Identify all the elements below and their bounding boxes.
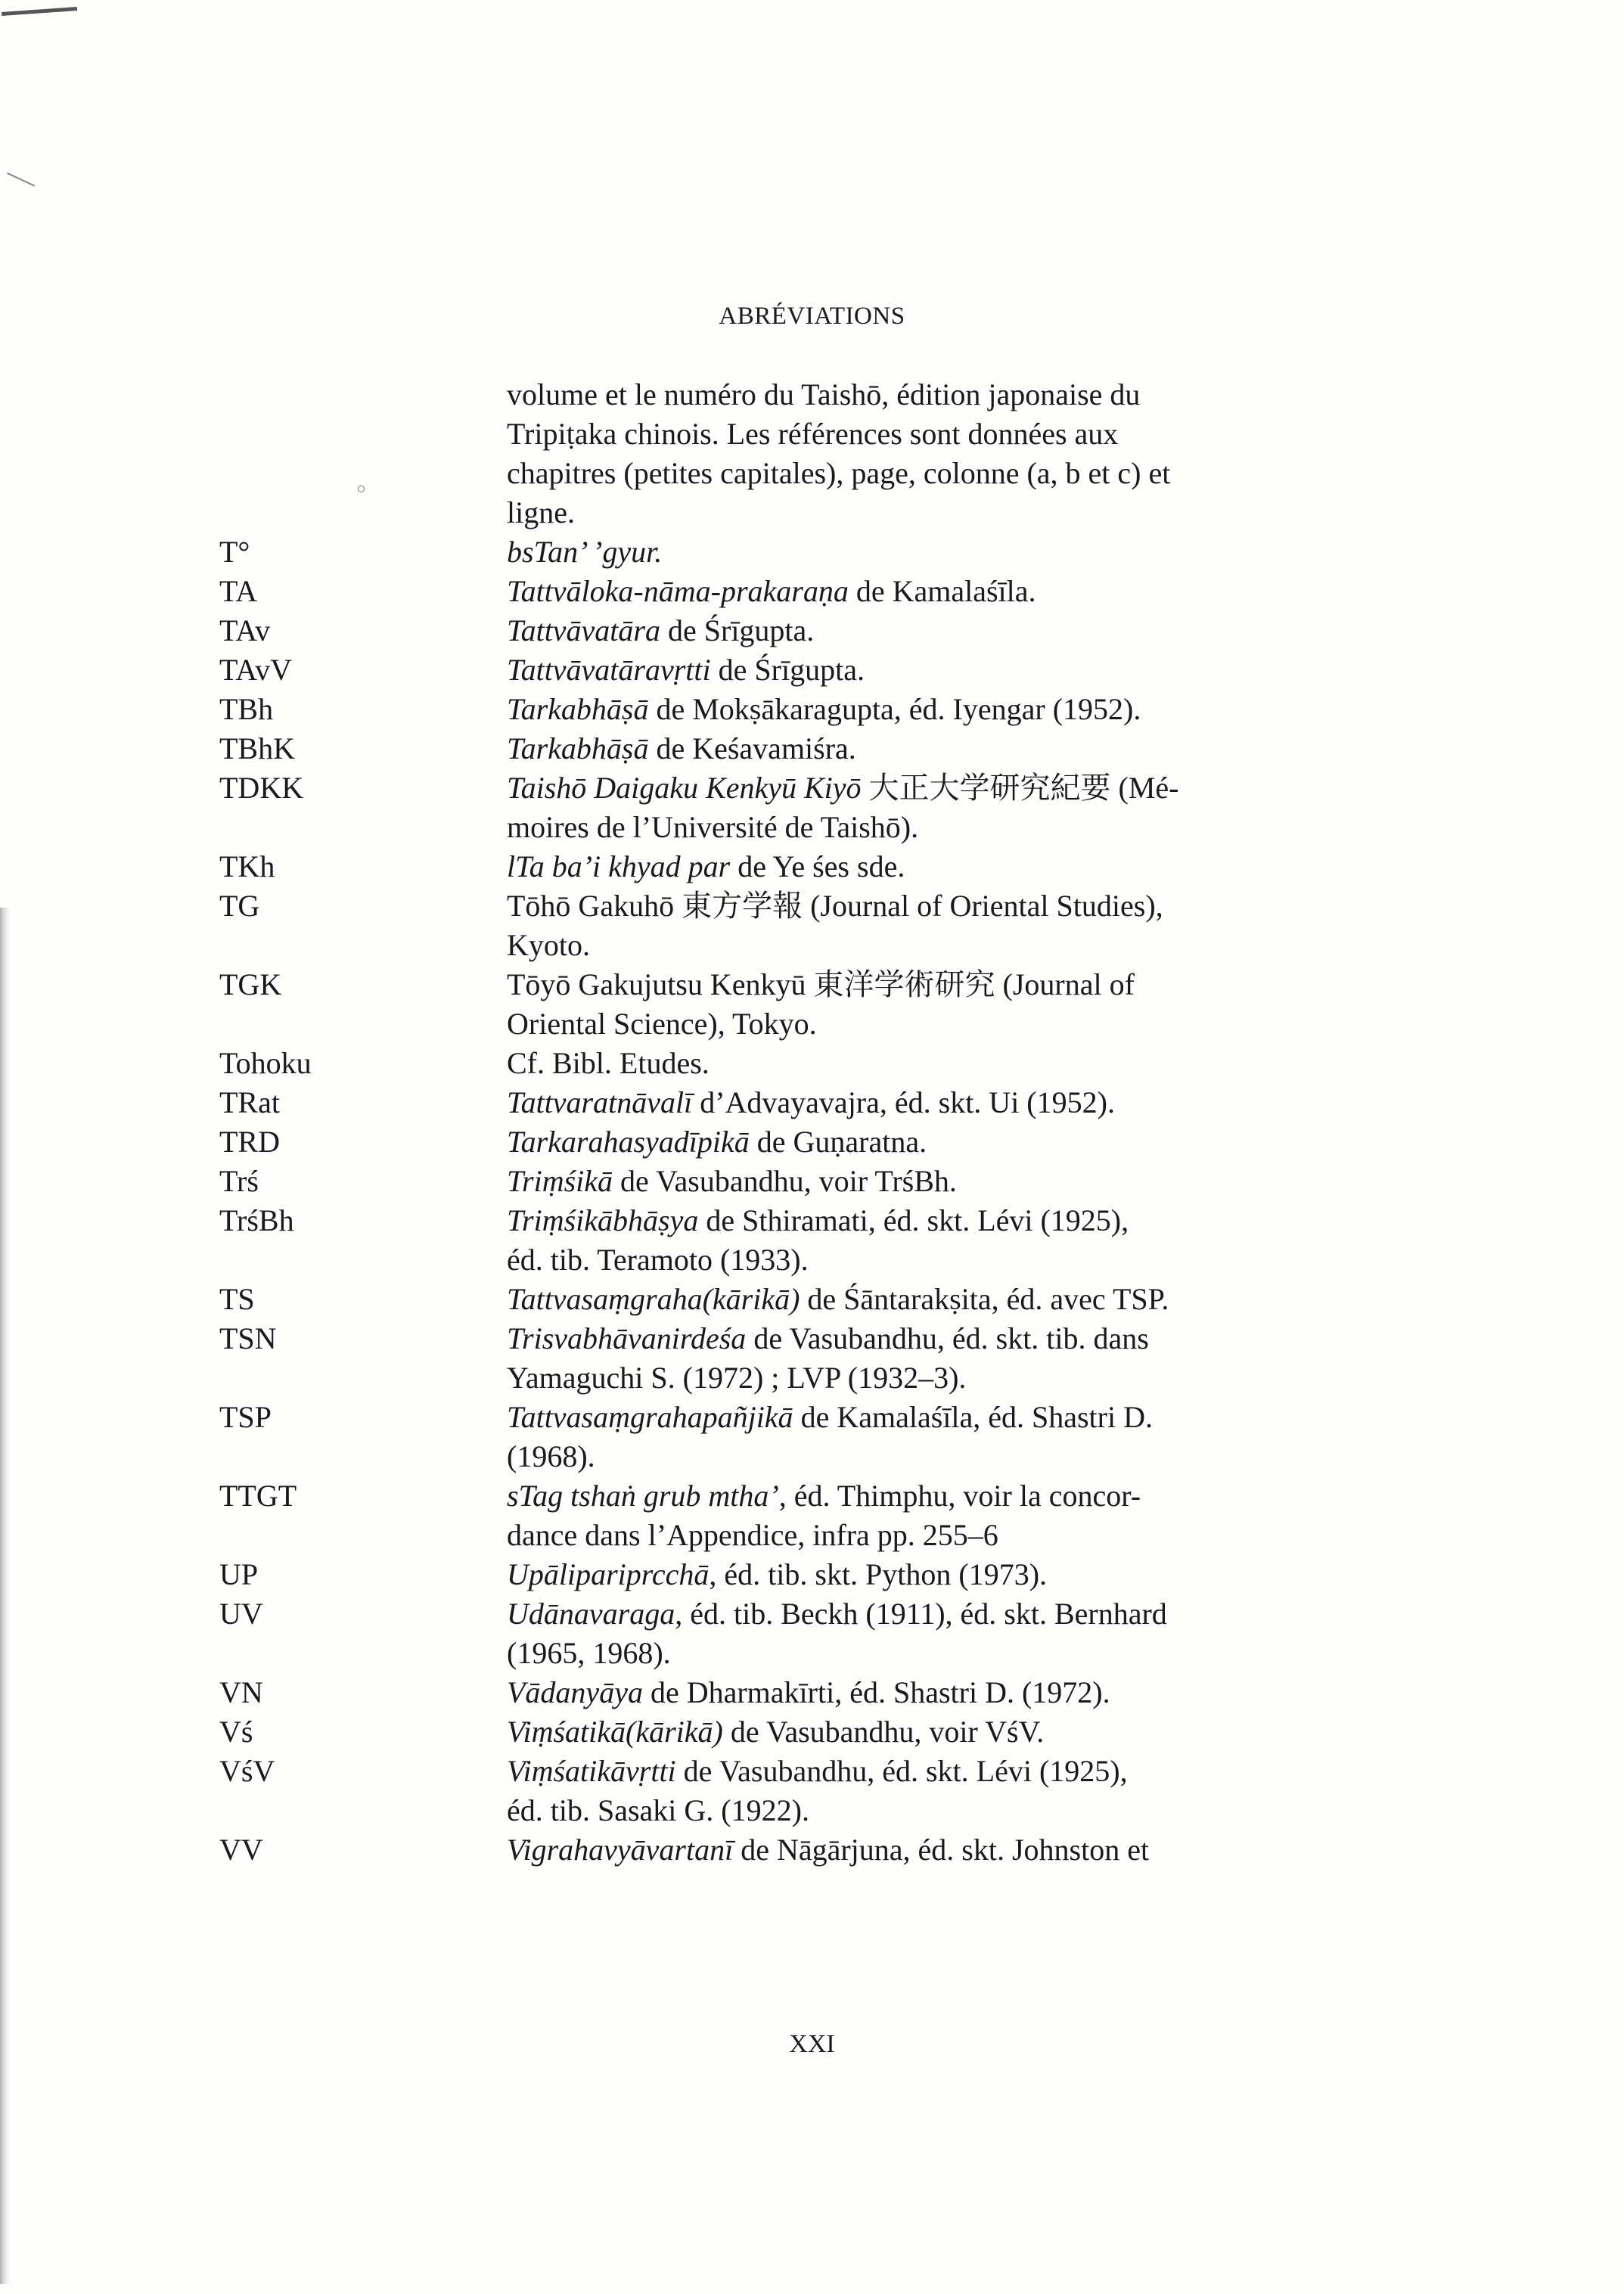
abbreviation-term: TBhK <box>219 731 295 765</box>
definition-line: ligne. <box>507 495 575 529</box>
definition-text: de Ye śes sde. <box>730 849 905 883</box>
abbreviation-definition <box>507 572 1309 611</box>
abbreviation-term: Tohoku <box>219 1046 312 1080</box>
work-title: Upālipariprcchā <box>507 1557 710 1591</box>
work-title: bsTan’ ’gyur. <box>507 535 663 569</box>
abbreviation-term: UP <box>219 1557 259 1591</box>
abbreviation-entry <box>219 1201 1309 1280</box>
definition-text: , éd. tib. skt. Python (1973). <box>709 1557 1048 1591</box>
abbreviation-definition <box>507 1044 1309 1083</box>
abbreviation-term: TRat <box>219 1085 280 1119</box>
definition-text: d’Advayavajra, éd. skt. Ui (1952). <box>692 1085 1115 1119</box>
abbreviation-entry <box>219 1162 1309 1201</box>
work-title: Triṃśikābhāṣya <box>507 1203 699 1237</box>
abbreviation-entry <box>219 1083 1309 1122</box>
abbreviation-definition <box>507 965 1309 1044</box>
abbreviation-term: TSP <box>219 1400 272 1434</box>
scan-artifact-mark <box>2 7 78 26</box>
abbreviation-term: TAv <box>219 613 271 647</box>
abbreviation-definition <box>507 375 1309 532</box>
definition-line <box>507 1555 1309 1594</box>
abbreviation-term: TKh <box>219 849 275 883</box>
work-title: Tattvāloka-nāma-prakaraṇa <box>507 574 849 608</box>
definition-text: de Kamalaśīla, éd. Shastri D. <box>793 1400 1153 1434</box>
definition-line <box>507 1476 1309 1516</box>
definition-text: Tōyō Gakujutsu Kenkyū 東洋学術研究 (Journal of <box>507 967 1135 1001</box>
abbreviation-definition <box>507 729 1309 768</box>
definition-text: Tōhō Gakuhō 東方学報 (Journal of Oriental Studies), <box>507 889 1163 923</box>
definition-line: Oriental Science), Tokyo. <box>507 1007 817 1041</box>
abbreviation-entry <box>219 532 1309 572</box>
definition-line <box>507 886 1309 926</box>
abbreviation-term: TGK <box>219 967 282 1001</box>
definition-line: chapitres (petites capitales), page, colonne (a, b et c) et <box>507 456 1171 490</box>
work-title: Trisvabhāvanirdeśa <box>507 1321 747 1355</box>
abbreviation-term: TrśBh <box>219 1203 294 1237</box>
work-title: Udānavaraga <box>507 1597 675 1631</box>
work-title: Vigrahavyāvartanī <box>507 1833 734 1867</box>
abbreviation-definition <box>507 1201 1309 1280</box>
abbreviation-definition <box>507 1555 1309 1594</box>
definition-line <box>507 1162 1309 1201</box>
abbreviation-entry <box>219 1044 1309 1083</box>
definition-line <box>507 965 1309 1004</box>
abbreviation-term: Vś <box>219 1715 253 1749</box>
work-title: Triṃśikā <box>507 1164 613 1198</box>
abbreviation-definition <box>507 1162 1309 1201</box>
abbreviation-definition <box>507 690 1309 729</box>
abbreviation-term: VśV <box>219 1754 275 1788</box>
definition-line <box>507 650 1309 690</box>
abbreviation-term: VN <box>219 1675 263 1709</box>
abbreviation-entry <box>219 650 1309 690</box>
definition-line <box>507 847 1309 886</box>
abbreviation-definition <box>507 1398 1309 1476</box>
abbreviation-term: UV <box>219 1597 263 1631</box>
abbreviation-definition <box>507 1122 1309 1162</box>
work-title: sTag tshaṅ grub mtha’ <box>507 1479 779 1513</box>
definition-line <box>507 611 1309 650</box>
definition-line <box>507 572 1309 611</box>
abbreviation-term: TAvV <box>219 653 293 687</box>
definition-line <box>507 1594 1309 1634</box>
definition-line: Yamaguchi S. (1972) ; LVP (1932–3). <box>507 1361 967 1395</box>
abbreviation-term: TG <box>219 889 260 923</box>
abbreviation-entry <box>219 768 1309 847</box>
work-title: Tattvaratnāvalī <box>507 1085 693 1119</box>
abbreviation-definition <box>507 1476 1309 1555</box>
work-title: Viṃśatikāvṛtti <box>507 1754 676 1788</box>
definition-line <box>507 1673 1309 1712</box>
definition-line <box>507 1319 1309 1358</box>
definition-line <box>507 1044 1309 1083</box>
work-title: Tarkarahasyadīpikā <box>507 1125 750 1159</box>
definition-line: Tripiṭaka chinois. Les références sont données aux <box>507 417 1119 451</box>
scan-artifact-stroke <box>7 172 35 187</box>
definition-text: de Kamalaśīla. <box>848 574 1036 608</box>
definition-text: de Sthiramati, éd. skt. Lévi (1925), <box>698 1203 1129 1237</box>
work-title: Tattvāvatāravṛtti <box>507 653 711 687</box>
definition-text: de Śrīgupta. <box>710 653 865 687</box>
abbreviation-term: VV <box>219 1833 263 1867</box>
work-title: Viṃśatikā(kārikā) <box>507 1715 723 1749</box>
definition-line <box>507 729 1309 768</box>
definition-line <box>507 1083 1309 1122</box>
abbreviation-term: TDKK <box>219 771 304 805</box>
abbreviation-entry <box>219 572 1309 611</box>
abbreviation-entry <box>219 729 1309 768</box>
definition-line: dance dans l’Appendice, infra pp. 255–6 <box>507 1518 998 1552</box>
definition-text: de Vasubandhu, éd. skt. tib. dans <box>746 1321 1149 1355</box>
abbreviation-term <box>219 375 507 532</box>
abbreviation-list <box>219 375 1309 1870</box>
abbreviation-definition <box>507 532 1309 572</box>
abbreviation-definition <box>507 1319 1309 1398</box>
abbreviation-entry <box>219 1319 1309 1398</box>
abbreviation-entry <box>219 1712 1309 1752</box>
abbreviation-definition <box>507 1712 1309 1752</box>
abbreviation-definition <box>507 611 1309 650</box>
abbreviation-definition <box>507 1830 1309 1870</box>
definition-line <box>507 1712 1309 1752</box>
work-title: Tattvasaṃgrahapañjikā <box>507 1400 793 1434</box>
definition-text: de Mokṣākaragupta, éd. Iyengar (1952). <box>648 692 1141 726</box>
definition-text: , éd. tib. Beckh (1911), éd. skt. Bernhard <box>675 1597 1167 1631</box>
abbreviation-definition <box>507 768 1309 847</box>
abbreviation-term: TTGT <box>219 1479 297 1513</box>
abbreviation-entry <box>219 1830 1309 1870</box>
work-title: Vādanyāya <box>507 1675 643 1709</box>
definition-line: éd. tib. Teramoto (1933). <box>507 1243 809 1277</box>
abbreviation-entry <box>219 1122 1309 1162</box>
work-title: Tarkabhāṣā <box>507 692 649 726</box>
abbreviation-term: Trś <box>219 1164 259 1198</box>
abbreviation-entry <box>219 1752 1309 1830</box>
abbreviation-term: TS <box>219 1282 255 1316</box>
definition-line <box>507 1201 1309 1240</box>
abbreviation-entry <box>219 1398 1309 1476</box>
abbreviation-definition <box>507 886 1309 965</box>
abbreviation-definition <box>507 847 1309 886</box>
abbreviation-term: TRD <box>219 1125 280 1159</box>
definition-text: de Nāgārjuna, éd. skt. Johnston et <box>733 1833 1150 1867</box>
definition-line: (1968). <box>507 1439 595 1473</box>
abbreviation-entry <box>219 375 1309 532</box>
definition-text: Cf. Bibl. Etudes. <box>507 1046 710 1080</box>
abbreviation-entry <box>219 886 1309 965</box>
definition-line: Kyoto. <box>507 928 590 962</box>
definition-text: , éd. Thimphu, voir la concor- <box>778 1479 1141 1513</box>
abbreviation-entry <box>219 611 1309 650</box>
definition-text: de Vasubandhu, voir TrśBh. <box>613 1164 957 1198</box>
abbreviation-definition <box>507 1280 1309 1319</box>
running-head: ABRÉVIATIONS <box>719 303 905 330</box>
definition-line <box>507 768 1309 808</box>
definition-text: de Keśavamiśra. <box>648 731 856 765</box>
definition-text: de Dharmakīrti, éd. Shastri D. (1972). <box>642 1675 1110 1709</box>
abbreviation-definition <box>507 1083 1309 1122</box>
abbreviation-definition <box>507 650 1309 690</box>
work-title: Tattvasaṃgraha(kārikā) <box>507 1282 800 1316</box>
definition-line <box>507 1280 1309 1319</box>
abbreviation-entry <box>219 1476 1309 1555</box>
definition-line <box>507 1398 1309 1437</box>
abbreviation-entry <box>219 965 1309 1044</box>
abbreviation-entry <box>219 847 1309 886</box>
definition-text: de Vasubandhu, voir VśV. <box>722 1715 1045 1749</box>
definition-line: moires de l’Université de Taishō). <box>507 810 919 844</box>
definition-text: de Vasubandhu, éd. skt. Lévi (1925), <box>675 1754 1128 1788</box>
definition-line: volume et le numéro du Taishō, édition japonaise du <box>507 377 1141 411</box>
abbreviation-definition <box>507 1673 1309 1712</box>
page-number: XXI <box>789 2030 835 2058</box>
definition-line <box>507 690 1309 729</box>
work-title: lTa ba’i khyad par <box>507 849 731 883</box>
definition-line <box>507 1122 1309 1162</box>
definition-text: de Guṇaratna. <box>749 1125 927 1159</box>
abbreviation-entry <box>219 1673 1309 1712</box>
abbreviation-definition <box>507 1752 1309 1830</box>
definition-line: éd. tib. Sasaki G. (1922). <box>507 1793 809 1827</box>
abbreviation-term: TSN <box>219 1321 277 1355</box>
work-title: Tattvāvatāra <box>507 613 660 647</box>
abbreviation-term: T° <box>219 535 250 569</box>
abbreviation-entry <box>219 690 1309 729</box>
abbreviation-term: TBh <box>219 692 274 726</box>
work-title: Tarkabhāṣā <box>507 731 649 765</box>
definition-line <box>507 1830 1309 1870</box>
definition-line <box>507 532 1309 572</box>
abbreviation-entry <box>219 1555 1309 1594</box>
definition-text: 大正大学研究紀要 (Mé- <box>861 771 1179 805</box>
definition-text: de Śāntarakṣita, éd. avec TSP. <box>800 1282 1169 1316</box>
abbreviation-definition <box>507 1594 1309 1673</box>
abbreviation-entry <box>219 1280 1309 1319</box>
abbreviation-entry <box>219 1594 1309 1673</box>
definition-text: de Śrīgupta. <box>660 613 815 647</box>
abbreviation-term: TA <box>219 574 258 608</box>
work-title: Taishō Daigaku Kenkyū Kiyō <box>507 771 862 805</box>
binding-edge-shadow <box>0 908 11 2284</box>
definition-line <box>507 1752 1309 1791</box>
definition-line: (1965, 1968). <box>507 1636 671 1670</box>
